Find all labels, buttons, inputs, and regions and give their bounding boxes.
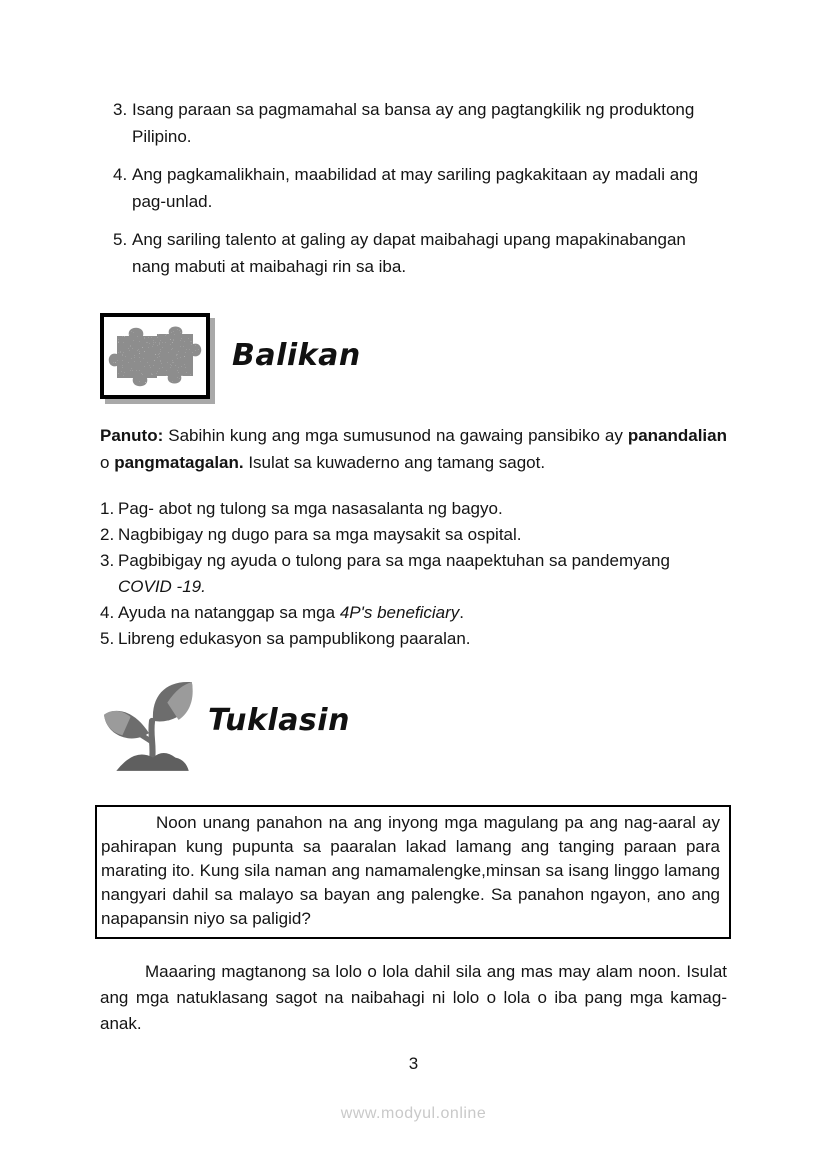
list-item-number: 2. (100, 525, 115, 544)
review-list (113, 96, 727, 280)
list-item (100, 496, 727, 522)
task-list (100, 496, 727, 652)
balikan-section-header (100, 310, 727, 402)
list-item (100, 548, 727, 600)
sprout-icon (100, 676, 202, 773)
tuklasin-title: Tuklasin (208, 702, 350, 738)
panuto-label: Panuto: (100, 426, 164, 445)
list-item (100, 522, 727, 548)
list-item-number: 5. (100, 629, 115, 648)
panuto-keyword: pangmatagalan. (114, 453, 244, 472)
page-number: 3 (408, 1054, 419, 1073)
list-item (113, 161, 727, 215)
panuto-text: o (100, 453, 115, 472)
list-item-number: 3. (113, 100, 128, 119)
list-item-number: 5. (113, 230, 128, 249)
closing-paragraph: Maaaring magtanong sa lolo o lola dahil sila ang mas may alam noon. Isulat ang mga natuklasang sagot na naibahagi ni lolo o lola o iba pang mga kamag-anak. (100, 962, 727, 1033)
story-box: Noon unang panahon na ang inyong mga magulang pa ang nag-aaral ay pahirapan kung pupunta sa paaralan lakad lamang ang tanging paraan para marating ito. Kung sila naman ang namamalengke,minsan sa isang linggo lamang nangyari dahil sa malayo sa bayan ang palengke. Sa panahon ngayon, ano ang napapansin niyo sa paligid? (95, 805, 731, 939)
list-item-text: Libreng edukasyon sa pampublikong paaralan. (118, 629, 471, 648)
list-item-number: 3. (100, 551, 115, 570)
list-item-text: Isang paraan sa pagmamahal sa bansa ay ang pagtangkilik ng produktong Pilipino. (132, 100, 695, 146)
panuto-text: Sabihin kung ang mga sumusunod na gawaing pansibiko ay (163, 426, 628, 445)
tuklasin-section-header (100, 676, 727, 773)
list-item-text: Pag- abot ng tulong sa mga nasasalanta ng bagyo. (118, 499, 503, 518)
list-item-text: Ayuda na natanggap sa mga 4P's beneficiary. (118, 603, 465, 622)
list-item-text: Pagbibigay ng ayuda o tulong para sa mga naapektuhan sa pandemyang COVID -19. (118, 551, 670, 596)
list-item-text: Ang sariling talento at galing ay dapat maibahagi upang mapakinabangan nang mabuti at maibahagi rin sa iba. (132, 230, 686, 276)
list-item (113, 226, 727, 280)
panuto-paragraph (100, 422, 727, 476)
list-item (100, 600, 727, 626)
list-item (113, 96, 727, 150)
panuto-text: Isulat sa kuwaderno ang tamang sagot. (243, 453, 546, 472)
panuto-keyword: panandalian (627, 426, 727, 445)
list-item-number: 4. (113, 165, 128, 184)
list-item-number: 1. (100, 499, 115, 518)
balikan-title: Balikan (232, 338, 361, 373)
footer-url: www.modyul.online (340, 1105, 487, 1122)
list-item-text: Ang pagkamalikhain, maabilidad at may sariling pagkakitaan ay madali ang pag-unlad. (132, 165, 699, 211)
list-item (100, 626, 727, 652)
puzzle-icon (100, 313, 210, 399)
list-item-text: Nagbibigay ng dugo para sa mga maysakit sa ospital. (118, 525, 522, 544)
list-item-number: 4. (100, 603, 115, 622)
